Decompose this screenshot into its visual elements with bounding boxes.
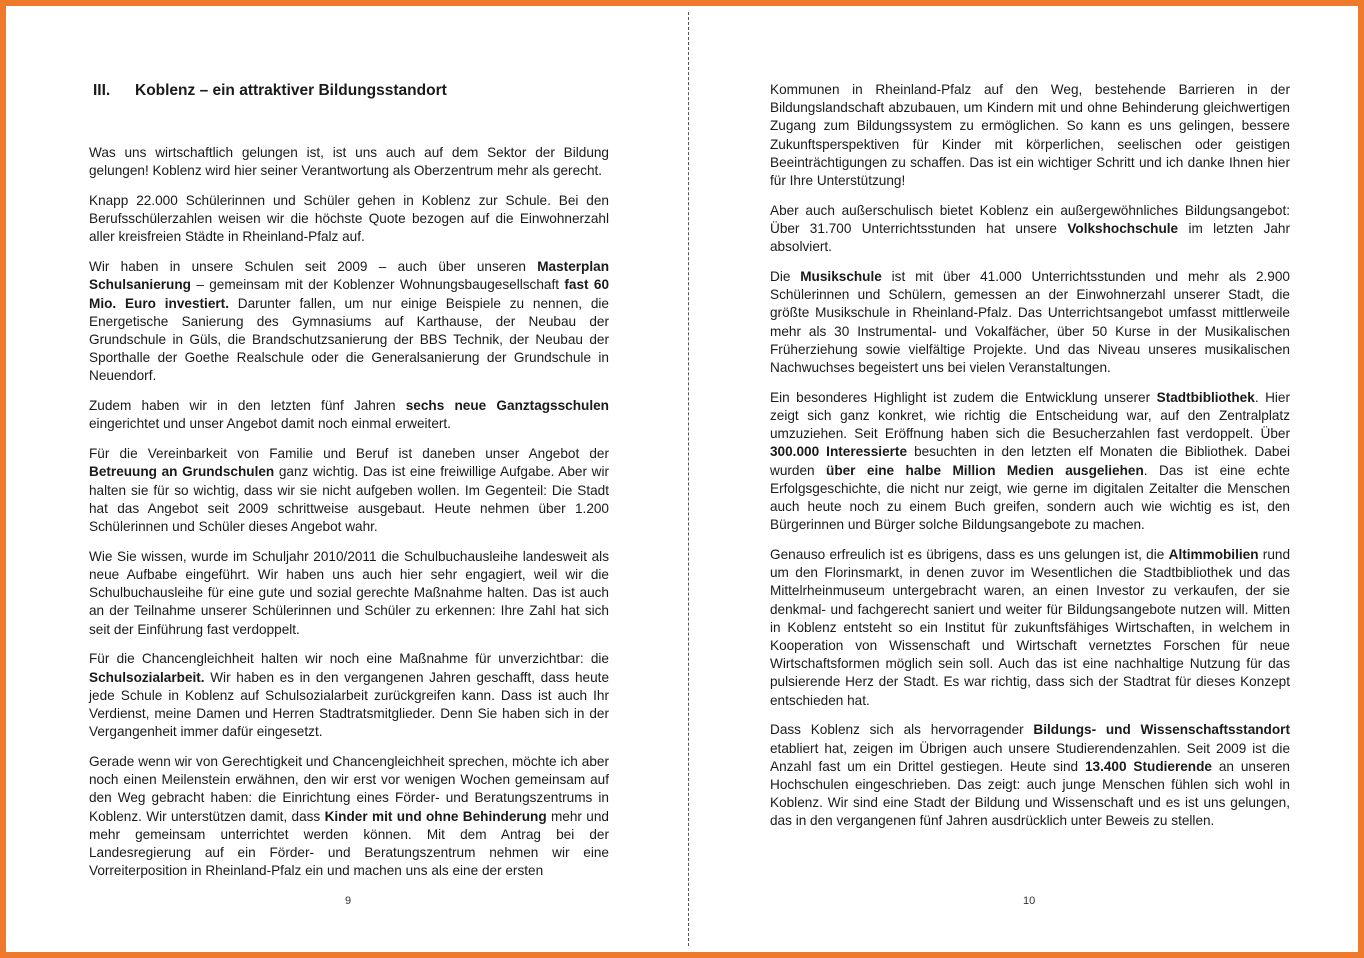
paragraph: Wir haben in unsere Schulen seit 2009 – auch über unseren Masterplan Schulsanierung – gemeinsam mit der Koblenzer Wohnungsbaugesellschaft fast 60 Mio. Euro investiert. Darunter fallen, um nur einige Beispiele zu nennen, die Energetische Sanierung des Gymnasiums auf Karthause, der Neubau der Grundschule in Güls, die Brandschutzsanierung der BBS Technik, der Neubau der Sporthalle der Goethe Realschule oder die Generalsanierung der Grundschule in Neuendorf. — [89, 259, 610, 384]
paragraph: Die Musikschule ist mit über 41.000 Unterrichtsstunden und mehr als 2.900 Schülerinnen und Schülern, gemessen an der Einwohnerzahl unserer Stadt, die größte Musikschule in Rheinland-Pfalz. Das Unterrichtsangebot umfasst mittlerweile mehr als 30 Instrumental- und Vokalfächer, über 50 Kurse in der Musikalischen Früherziehung sowie vielfältige Projekte. Und das Niveau unseres musikalischen Nachwuchses begeistert uns bei vielen Veranstaltungen. — [770, 269, 1290, 376]
right-page — [689, 6, 1364, 952]
paragraph: Dass Koblenz sich als hervorragender Bildungs- und Wissenschaftsstandort etabliert hat, zeigen im Übrigen auch unsere Studierendenzahlen. Seit 2009 ist die Anzahl fast um ein Drittel gestiegen. Heute sind 13.400 Studierende an unseren Hochschulen eingeschrieben. Das zeigt: auch junge Menschen fühlen sich wohl in Koblenz. Wir sind eine Stadt der Bildung und Wissenschaft und es ist uns gelungen, das in den vergangenen fünf Jahren ausdrücklich unter Beweis zu stellen. — [770, 722, 1290, 829]
paragraph: Kommunen in Rheinland-Pfalz auf den Weg, bestehende Barrieren in der Bildungslandschaft abzubauen, um Kindern mit und ohne Behinderung gleichwertigen Zugang zum Bildungssystem zu ermöglichen. So kann es uns gelingen, bessere Zukunftsperspektiven für Kinder mit körperlichen, seelischen oder geistigen Beeinträchtigungen zu schaffen. Das ist ein wichtiger Schritt und ich danke Ihnen hier für Ihre Unterstützung! — [770, 82, 1290, 189]
paragraph: Gerade wenn wir von Gerechtigkeit und Chancengleichheit sprechen, möchte ich aber noch einen Meilenstein erwähnen, den wir erst vor wenigen Wochen gemeinsam auf den Weg gebracht haben: die Einrichtung eines Förder- und Beratungszentrums in Koblenz. Wir unterstützen damit, dass Kinder mit und ohne Behinderung mehr und mehr gemeinsam unterrichtet werden können. Mit dem Antrag bei der Landesregierung auf ein Förder- und Beratungszentrum nehmen wir eine Vorreiterposition in Rheinland-Pfalz ein und machen uns als eine der ersten — [89, 754, 609, 879]
paragraph: Für die Vereinbarkeit von Familie und Beruf ist daneben unser Angebot der Betreuung an Grundschulen ganz wichtig. Das ist eine freiwillige Aufgabe. Aber wir halten sie für so wichtig, dass wir sie nicht aufgeben wollen. Im Gegenteil: Die Stadt hat das Angebot seit 2009 schrittweise ausgebaut. Heute nehmen über 1.200 Schülerinnen und Schüler dieses Angebot wahr. — [89, 446, 610, 535]
paragraph: Aber auch außerschulisch bietet Koblenz ein außergewöhnliches Bildungsangebot: Über 31.700 Unterrichtsstunden hat unsere Volkshochschule im letzten Jahr absolviert. — [770, 202, 1290, 255]
paragraph: Genauso erfreulich ist es übrigens, dass es uns gelungen ist, die Altimmobilien rund um den Florinsmarkt, in denen zuvor im Wesentlichen die Stadtbibliothek und das Mittelrheinmuseum untergebracht waren, an einen Investor zu verkaufen, der sie denkmal- und fachgerecht saniert und weiter für Bildungsangebote nutzen will. Mitten in Koblenz entsteht so ein Institut für zukunftsfähiges Wirtschaften, in welchem in Kooperation von Wissenschaft und Wirtschaft vernetztes Forschen für neue Wirtschaftsformen möglich sein soll. Auch das ist eine nachhaltige Nutzung für das pulsierende Herz der Stadt. Es war richtig, dass sich der Stadtrat für dieses Konzept entschieden hat. — [770, 547, 1290, 708]
left-column-text — [89, 144, 609, 880]
page-number: 10 — [1023, 895, 1036, 907]
paragraph: Ein besonderes Highlight ist zudem die Entwicklung unserer Stadtbibliothek. Hier zeigt sich ganz konkret, wie richtig die Entscheidung war, auf den Zentralplatz umzuziehen. Seit Eröffnung haben sich die Besucherzahlen fast verdoppelt. Über 300.000 Interessierte besuchten in den letzten elf Monaten die Bibliothek. Dabei wurden über eine halbe Million Medien ausgeliehen. Das ist eine echte Erfolgsgeschichte, die nicht nur zeigt, wie gerne im digitalen Zeitalter die Menschen auch heute noch zu einem Buch greifen, sondern auch wie wichtig es ist, den Bürgerinnen und Bürger solche Bildungsangebote zu machen. — [770, 389, 1290, 533]
paragraph: Knapp 22.000 Schülerinnen und Schüler gehen in Koblenz zur Schule. Bei den Berufsschülerzahlen weisen wir die höchste Quote bezogen auf die Einwohnerzahl aller kreisfreien Städte in Rheinland-Pfalz auf. — [89, 193, 609, 245]
paragraph: Für die Chancengleichheit halten wir noch eine Maßnahme für unverzichtbar: die Schulsozialarbeit. Wir haben es in den vergangenen Jahren geschafft, dass heute jede Schule in Koblenz auf Schulsozialarbeit zurückgreifen kann. Dass ist auch Ihr Verdienst, meine Damen und Herren Stadtratsmitglieder. Denn Sie haben sich in der Vergangenheit immer dafür eingesetzt. — [89, 651, 609, 740]
section-heading — [93, 82, 447, 100]
left-page — [6, 6, 688, 952]
right-column-text — [770, 81, 1290, 831]
section-title: Koblenz – ein attraktiver Bildungsstandort — [135, 82, 447, 99]
paragraph: Was uns wirtschaftlich gelungen ist, ist uns auch auf dem Sektor der Bildung gelungen! Koblenz wird hier seiner Verantwortung als Oberzentrum mehr als gerecht. — [89, 145, 609, 179]
paragraph: Wie Sie wissen, wurde im Schuljahr 2010/2011 die Schulbuchausleihe landesweit als neue Aufbabe eingeführt. Wir haben uns auch hier sehr engagiert, weil wir die Schulbuchausleihe für eine gute und sozial gerechte Maßnahme halten. Das ist auch an der Teilnahme unserer Schülerinnen und Schüler zu erkennen: Ihre Zahl hat sich seit der Einführung fast verdoppelt. — [89, 548, 609, 637]
page-number: 9 — [345, 895, 352, 907]
section-number: III. — [93, 82, 111, 99]
paragraph: Zudem haben wir in den letzten fünf Jahren sechs neue Ganztagsschulen eingerichtet und unser Angebot damit noch einmal erweitert. — [89, 398, 609, 432]
